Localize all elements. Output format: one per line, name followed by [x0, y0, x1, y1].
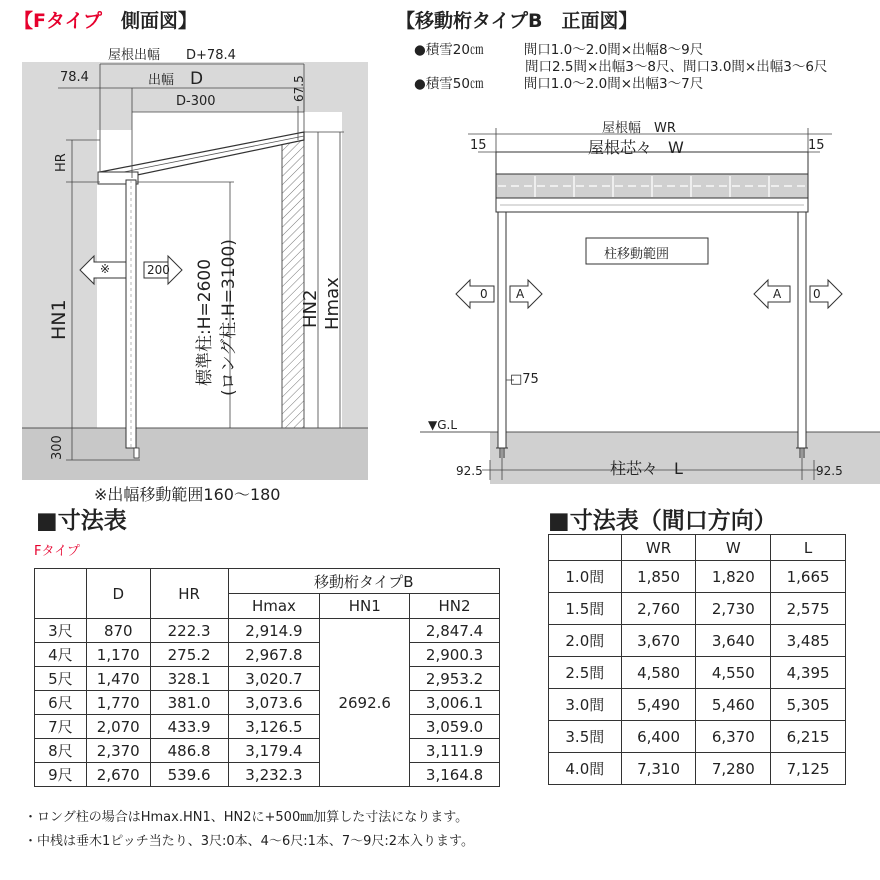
side-15-left: 15 [470, 138, 487, 153]
ground-300-label: 300 [50, 435, 65, 460]
table2-title: ■寸法表（間口方向） [548, 508, 777, 534]
gl-label: ▼G.L [428, 418, 458, 432]
table1-subtitle: Fタイプ [34, 544, 80, 559]
table1 [34, 568, 500, 787]
arrow-right-inner-icon [510, 280, 542, 308]
ground-band [22, 428, 368, 480]
table1-hn1-value: 2692.6 [320, 619, 410, 787]
footnote: ・ロング柱の場合はHmax.HN1、HN2に+500㎜加算した寸法になります。 [24, 810, 469, 825]
table-row: 7尺 2,070 433.9 3,126.5 3,059.0 [35, 715, 500, 739]
side-view-title-open: 【 [14, 10, 34, 32]
table-row: 3.0間 5,490 5,460 5,305 [549, 689, 846, 721]
table-row: 1.5間 2,760 2,730 2,575 [549, 593, 846, 625]
table-row: 8尺 2,370 486.8 3,179.4 3,111.9 [35, 739, 500, 763]
a-left: A [516, 287, 525, 301]
side-15-right: 15 [808, 138, 825, 153]
hn1-label: HN1 [48, 299, 70, 340]
table-row: 2.0間 3,670 3,640 3,485 [549, 625, 846, 657]
roof-center-label: 屋根芯々 W [588, 138, 684, 157]
note-mark-label: ※ [100, 262, 111, 276]
front-view-title: 【移動桁タイプB 正面図】 [396, 10, 638, 32]
table-row: 3.5間 6,400 6,370 6,215 [549, 721, 846, 753]
wall-hatch [282, 138, 304, 428]
front-post-right [798, 212, 806, 448]
table1-header-d: D [86, 569, 150, 619]
table-row: 5尺 1,470 328.1 3,020.7 2,953.2 [35, 667, 500, 691]
table-row: 3尺 870 222.3 2,914.9 2692.6 2,847.4 [35, 619, 500, 643]
table1-header-hmax: Hmax [228, 594, 320, 619]
roof-depth-label: 屋根出幅 D+78.4 [108, 48, 236, 63]
table-row: 1.0間 1,850 1,820 1,665 [549, 561, 846, 593]
table2-header-w: W [696, 535, 771, 561]
table-row: 4尺 1,170 275.2 2,967.8 2,900.3 [35, 643, 500, 667]
table-row: 6尺 1,770 381.0 3,073.6 3,006.1 [35, 691, 500, 715]
table-row: 9尺 2,670 539.6 3,232.3 3,164.8 [35, 763, 500, 787]
table1-corner [35, 569, 87, 619]
table2 [548, 534, 846, 785]
snow-line: 間口2.5間×出幅3〜8尺、間口3.0間×出幅3〜6尺 [525, 59, 828, 75]
hmax-label: Hmax [322, 277, 343, 330]
snow-line: ●積雪50㎝ 間口1.0〜2.0間×出幅3〜7尺 [414, 76, 704, 92]
v675-label: 67.5 [292, 75, 306, 102]
a-right: A [773, 287, 782, 301]
table1-title: ■寸法表 [36, 508, 127, 534]
hn2-label: HN2 [300, 289, 321, 328]
left-offset-label: 78.4 [60, 70, 89, 85]
range-note: ※出幅移動範囲160〜180 [94, 485, 281, 504]
zero-right: 0 [813, 287, 821, 301]
table1-header-hr: HR [150, 569, 228, 619]
roof-width-label: 屋根幅 WR [602, 121, 676, 136]
zero-left: 0 [480, 287, 488, 301]
table1-header-group: 移動桁タイプB [228, 569, 499, 594]
arrow-left-inner-icon [754, 280, 790, 308]
side-view-title-type: Fタイプ [33, 10, 103, 32]
v925-left: 92.5 [456, 464, 483, 478]
post-center-label: 柱芯々 L [610, 459, 683, 478]
move-200-label: 200 [147, 263, 170, 277]
table1-header-hn2: HN2 [410, 594, 500, 619]
post-long-label: (ロング柱:H=3100) [219, 239, 239, 396]
table-row: 4.0間 7,310 7,280 7,125 [549, 753, 846, 785]
table-row: 2.5間 4,580 4,550 4,395 [549, 657, 846, 689]
move-range-label: 柱移動範囲 [604, 247, 670, 262]
footnotes [24, 806, 474, 854]
depth-label: 出幅 D [148, 69, 204, 89]
v925-right: 92.5 [816, 464, 843, 478]
side-view-title-rest: 側面図】 [102, 10, 198, 32]
post-std-label: 標準柱:H=2600 [195, 258, 215, 386]
hr-label: HR [54, 153, 69, 172]
post-75-label: □75 [510, 372, 539, 387]
table1-header-hn1: HN1 [320, 594, 410, 619]
table2-corner [549, 535, 622, 561]
snow-line: ●積雪20㎝ 間口1.0〜2.0間×出幅8〜9尺 [414, 42, 704, 58]
table2-header-l: L [771, 535, 846, 561]
arrow-left-outer-icon [456, 280, 494, 308]
front-post-left [498, 212, 506, 448]
footnote: ・中桟は垂木1ピッチ当たり、3尺:0本、4〜6尺:1本、7〜9尺:2本入ります。 [24, 834, 475, 849]
table2-header-wr: WR [621, 535, 696, 561]
d300-label: D-300 [176, 94, 216, 109]
